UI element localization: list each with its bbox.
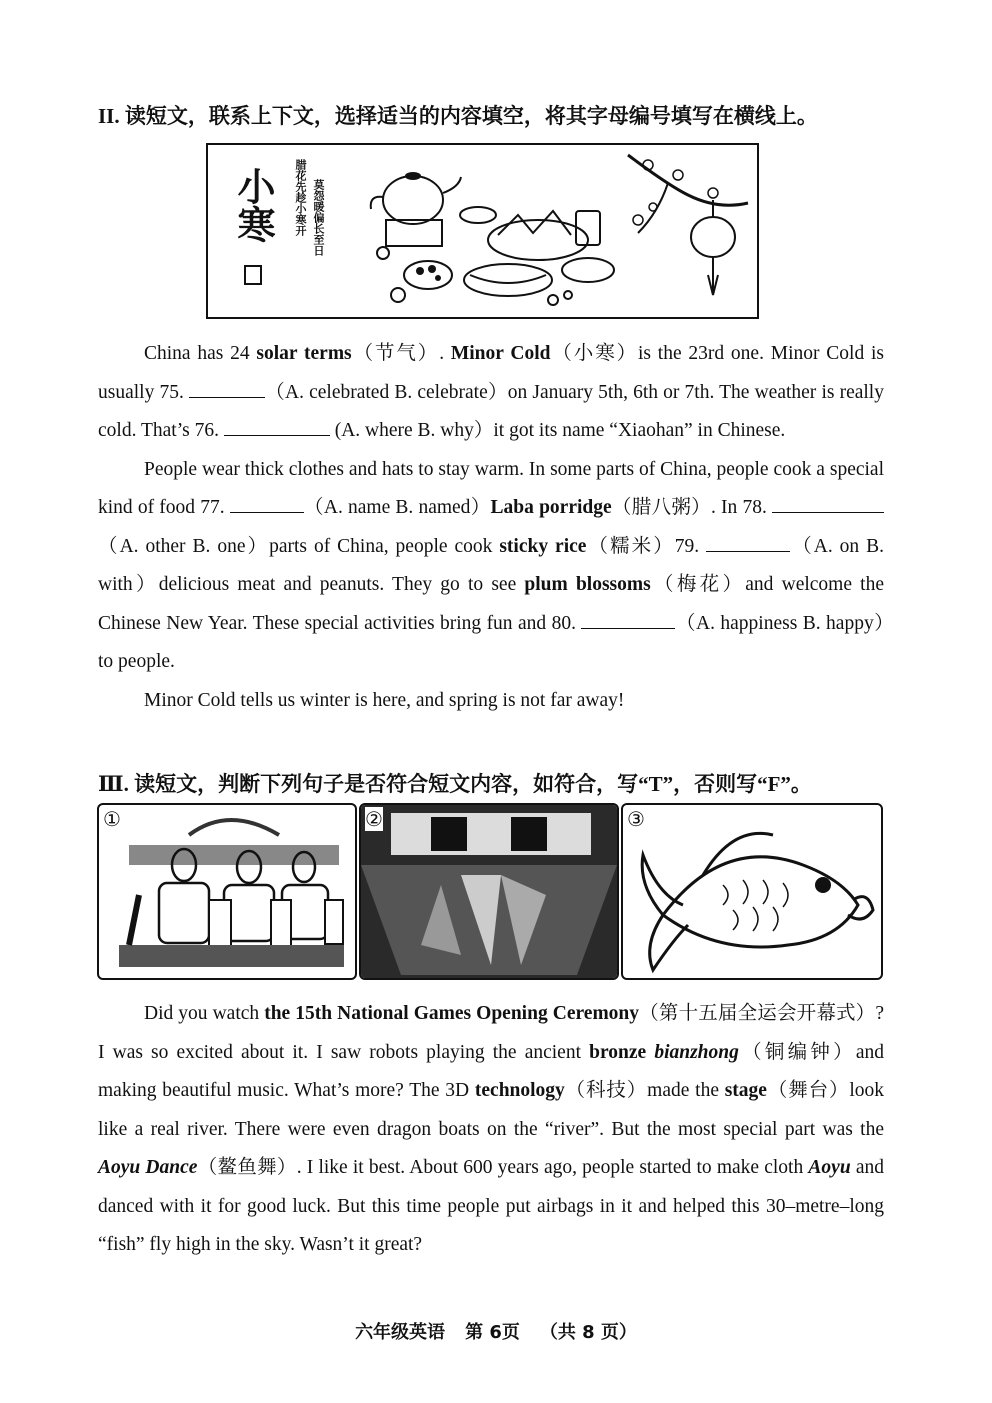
keyword: stage [724,1080,767,1101]
section-3-heading: Ⅲ. 读短文，判断下列句子是否符合短文内容，如符合，写“T”，否则写“F”。 [98,772,812,796]
keyword: the 15th National Games Opening Ceremony [264,1003,640,1024]
picture-1 [97,803,357,980]
passage-paragraph-1 [98,335,884,451]
text: （舞台）look like a real river. There were even dragon boats on the “river”. But the most special part was the [98,1080,884,1140]
keyword: plum blossoms [524,574,651,595]
text: （A. on B. with）delicious meat and peanuts. They go to see [98,535,885,595]
answer-blank-76[interactable] [224,417,330,436]
text: （A. happiness B. happy）to people. [98,612,884,672]
text: Did you watch [144,1003,265,1024]
text: （腊八粥）. In 78. [611,497,773,518]
footer-grade: 六年级英语 [355,1322,446,1343]
keyword-italic: bianzhong [654,1041,739,1063]
aoyu-fish-illustration [623,805,881,978]
answer-blank-80[interactable] [581,610,675,629]
answer-blank-78[interactable] [772,494,884,513]
text: （A. celebrated B. celebrate）on January 5th, 6th or 7th. The weather is really cold. That’s 76. [98,381,884,441]
banner-seal [244,265,262,285]
picture-number: ① [103,807,121,831]
text: China has 24 [144,343,257,364]
banner-illustration [208,145,761,321]
text: People wear thick clothes and hats to stay warm. In some parts of China, people cook a special kind of food 77. [98,458,884,518]
text: (A. where B. why）it got its name “Xiaohan” in Chinese. [329,420,786,441]
text: （铜编钟）and making beautiful music. What’s more? The 3D [98,1041,885,1101]
section-2-heading: II. 读短文，联系上下文，选择适当的内容填空，将其字母编号填写在横线上。 [98,104,818,128]
passage-paragraph-2 [98,451,884,682]
keyword: Minor Cold [450,343,551,364]
answer-blank-75[interactable] [189,379,265,398]
footer-total: （共 8 页） [539,1322,637,1343]
keyword: technology [474,1080,565,1101]
dragon-boat-stage-illustration [361,805,617,978]
text: （A. other B. one）parts of China, people cook [98,535,500,557]
text: （第十五届全运会开幕式）? I was so excited about it. I saw robots playing the ancient [98,1003,885,1063]
minor-cold-banner [206,143,759,319]
text: （糯米）79. [586,535,707,557]
keyword: Laba porridge [490,497,612,518]
text: （节气）. [351,343,451,364]
text: （科技）made the [564,1080,725,1101]
section-2-passage [98,335,884,720]
banner-poem-line-2: 莫怨暖偏长至日 [312,179,325,256]
picture-2 [359,803,619,980]
text: （梅花）and welcome the Chinese New Year. These special activities bring fun and 80. [98,574,884,634]
text: （A. name B. named） [303,497,491,518]
keyword-italic: Aoyu Dance [98,1157,198,1178]
answer-blank-77[interactable] [230,494,304,513]
text: （小寒）is the 23rd one. Minor Cold is usually 75. [98,343,884,403]
keyword: sticky rice [499,535,587,557]
picture-number: ③ [627,807,645,831]
keyword-italic: Aoyu [808,1157,851,1178]
text: and danced with it for good luck. But this time people put airbags in it and helped this 30–metre–long “fish” fly high in the sky. Wasn’t it great? [98,1157,885,1255]
passage-paragraph-1 [98,995,884,1265]
page-footer [0,1318,992,1344]
footer-page: 第 6页 [465,1322,520,1343]
passage-paragraph-3: Minor Cold tells us winter is here, and spring is not far away! [144,689,625,711]
keyword: bronze [589,1041,647,1063]
keyword: solar terms [256,343,352,364]
banner-poem-line-1: 腊花先趁小寒开 [294,159,307,236]
section-3-passage [98,995,884,1265]
picture-number: ② [365,807,383,831]
banner-title: 小寒 [231,167,275,243]
text: （鳌鱼舞）. I like it best. About 600 years ago, people started to make cloth [197,1157,809,1178]
answer-blank-79[interactable] [706,533,790,552]
robots-bianzhong-illustration [99,805,355,978]
picture-3 [621,803,883,980]
